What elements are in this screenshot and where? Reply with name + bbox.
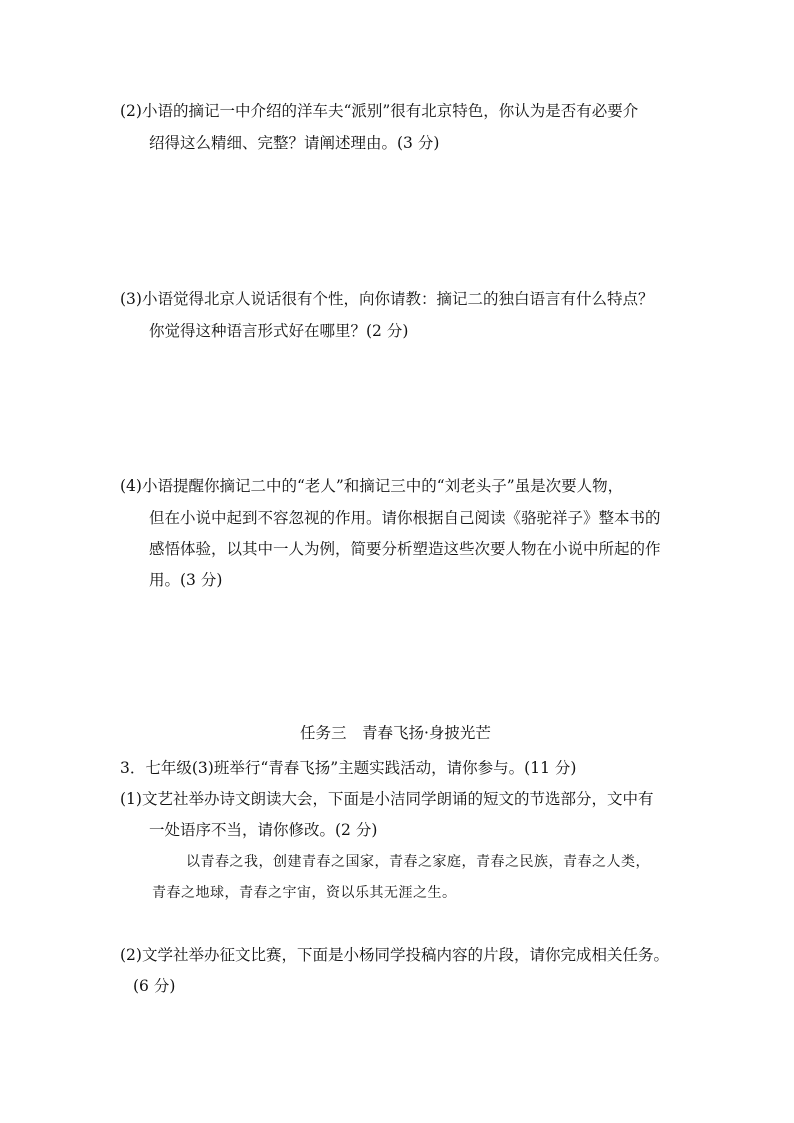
question-2-2-line-2: 绍得这么精细、完整？请阐述理由。(3 分) bbox=[149, 134, 440, 152]
question-2-3-line-1: (3)小语觉得北京人说话很有个性，向你请教：摘记二的独白语言有什么特点？ bbox=[120, 290, 654, 308]
question-2-4-line-1: (4)小语提醒你摘记二中的“老人”和摘记三中的“刘老头子”虽是次要人物， bbox=[120, 477, 624, 495]
excerpt-line-1: 以青春之我，创建青春之国家，青春之家庭，青春之民族，青春之人类， bbox=[186, 854, 650, 870]
question-3-2-line-1: (2)文学社举办征文比赛，下面是小杨同学投稿内容的片段，请你完成相关任务。 bbox=[120, 946, 669, 964]
question-3-2-line-2: (6 分) bbox=[133, 977, 176, 995]
question-2-2-line-1: (2)小语的摘记一中介绍的洋车夫“派别”很有北京特色，你认为是否有必要介 bbox=[120, 102, 639, 120]
task-3-title: 任务三 青春飞扬·身披光芒 bbox=[300, 724, 491, 742]
question-2-4-line-4: 用。(3 分) bbox=[149, 571, 223, 589]
excerpt-line-2: 青春之地球，青春之宇宙，资以乐其无涯之生。 bbox=[152, 885, 457, 901]
question-3-1-line-1: (1)文艺社举办诗文朗读大会，下面是小洁同学朗诵的短文的节选部分，文中有 bbox=[120, 790, 654, 808]
question-3-stem: 3．七年级(3)班举行“青春飞扬”主题实践活动，请你参与。(11 分) bbox=[120, 759, 577, 777]
question-2-4-line-2: 但在小说中起到不容忽视的作用。请你根据自己阅读《骆驼祥子》整本书的 bbox=[149, 509, 661, 527]
question-2-3-line-2: 你觉得这种语言形式好在哪里？(2 分) bbox=[149, 322, 409, 340]
question-3-1-line-2: 一处语序不当，请你修改。(2 分) bbox=[149, 821, 378, 839]
question-2-4-line-3: 感悟体验，以其中一人为例，简要分析塑造这些次要人物在小说中所起的作 bbox=[149, 540, 661, 558]
